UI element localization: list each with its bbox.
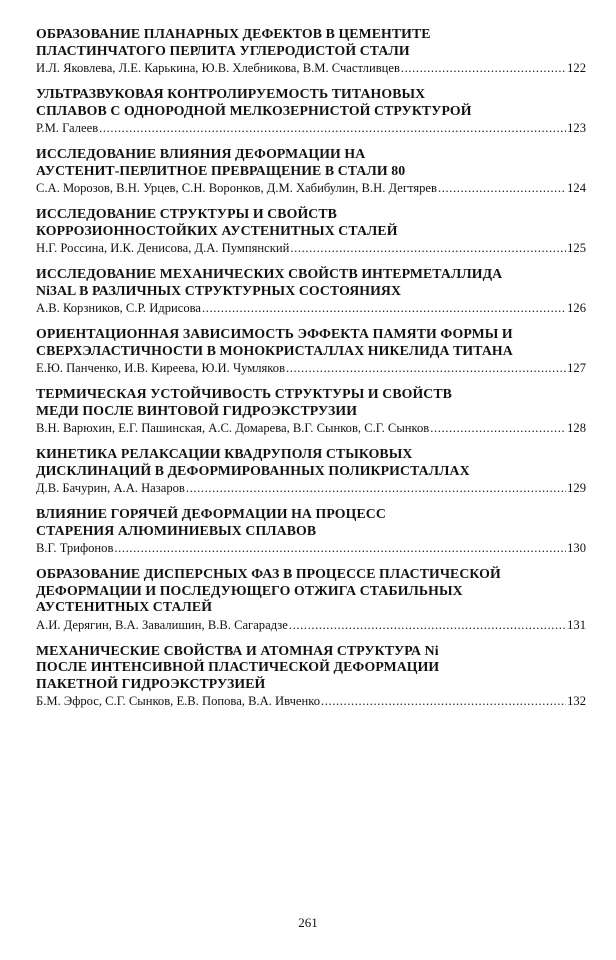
entry-page-number: 129 bbox=[567, 481, 586, 495]
entry-authors: С.А. Морозов, В.Н. Урцев, С.Н. Воронков, Д.М. Хабибулин, В.Н. Дегтярев bbox=[36, 181, 437, 195]
entry-title-line: СВЕРХЭЛАСТИЧНОСТИ В МОНОКРИСТАЛЛАХ НИКЕЛИДА ТИТАНА bbox=[36, 342, 513, 358]
dot-leader bbox=[321, 693, 566, 709]
entry-authors: Д.В. Бачурин, А.А. Назаров bbox=[36, 481, 185, 495]
entry-author-line bbox=[36, 420, 586, 436]
entry-title-line: ОРИЕНТАЦИОННАЯ ЗАВИСИМОСТЬ ЭФФЕКТА ПАМЯТИ ФОРМЫ И bbox=[36, 326, 513, 341]
toc-entry bbox=[36, 206, 586, 256]
dot-leader bbox=[114, 540, 566, 556]
entry-title-line: ТЕРМИЧЕСКАЯ УСТОЙЧИВОСТЬ СТРУКТУРЫ И СВОЙСТВ bbox=[36, 386, 452, 401]
table-of-contents bbox=[36, 26, 586, 719]
entry-title-line: ПОСЛЕ ИНТЕНСИВНОЙ ПЛАСТИЧЕСКОЙ ДЕФОРМАЦИИ bbox=[36, 659, 440, 674]
toc-entry bbox=[36, 26, 586, 76]
page-number: 261 bbox=[298, 915, 318, 930]
dot-leader bbox=[186, 480, 566, 496]
entry-page-number: 131 bbox=[567, 617, 586, 632]
entry-authors: И.Л. Яковлева, Л.Е. Карькина, Ю.В. Хлебникова, В.М. Счастливцев bbox=[36, 61, 400, 75]
entry-author-line bbox=[36, 480, 586, 496]
entry-authors: Б.М. Эфрос, С.Г. Сынков, Е.В. Попова, В.А. Ивченко bbox=[36, 694, 321, 708]
entry-authors: Р.М. Галеев bbox=[36, 121, 99, 135]
entry-title-line: ОБРАЗОВАНИЕ ПЛАНАРНЫХ ДЕФЕКТОВ В ЦЕМЕНТИТЕ bbox=[36, 26, 431, 41]
entry-title-line: Ni3AL В РАЗЛИЧНЫХ СТРУКТУРНЫХ СОСТОЯНИЯХ bbox=[36, 282, 402, 298]
entry-title-line: СПЛАВОВ С ОДНОРОДНОЙ МЕЛКОЗЕРНИСТОЙ СТРУКТУРОЙ bbox=[36, 102, 472, 118]
entry-page-number: 130 bbox=[567, 541, 586, 555]
dot-leader bbox=[438, 180, 566, 196]
dot-leader bbox=[401, 60, 566, 76]
entry-title-line: АУСТЕНИТНЫХ СТАЛЕЙ bbox=[36, 599, 213, 614]
entry-page-number: 127 bbox=[567, 361, 586, 375]
dot-leader bbox=[430, 420, 566, 436]
toc-entry bbox=[36, 566, 586, 633]
entry-page-number: 122 bbox=[567, 61, 586, 75]
entry-author-line bbox=[36, 240, 586, 256]
entry-title-line: ПАКЕТНОЙ ГИДРОЭКСТРУЗИЕЙ bbox=[36, 675, 266, 691]
entry-page-number: 126 bbox=[567, 301, 586, 315]
entry-title-line: КОРРОЗИОННОСТОЙКИХ АУСТЕНИТНЫХ СТАЛЕЙ bbox=[36, 222, 398, 238]
entry-authors: В.Г. Трифонов bbox=[36, 541, 114, 555]
dot-leader bbox=[202, 300, 566, 316]
dot-leader bbox=[289, 617, 566, 633]
entry-page-number: 128 bbox=[567, 421, 586, 435]
dot-leader bbox=[290, 240, 566, 256]
entry-title-line: МЕДИ ПОСЛЕ ВИНТОВОЙ ГИДРОЭКСТРУЗИИ bbox=[36, 402, 358, 418]
entry-authors: Н.Г. Россина, И.К. Денисова, Д.А. Пумпянский bbox=[36, 241, 290, 255]
entry-page-number: 132 bbox=[567, 694, 586, 708]
entry-author-line bbox=[36, 617, 586, 633]
entry-author-line bbox=[36, 693, 586, 709]
entry-title-line: ИССЛЕДОВАНИЕ СТРУКТУРЫ И СВОЙСТВ bbox=[36, 206, 337, 221]
entry-page-number: 124 bbox=[567, 181, 586, 195]
toc-entry bbox=[36, 266, 586, 316]
dot-leader bbox=[99, 120, 566, 136]
entry-title-line: МЕХАНИЧЕСКИЕ СВОЙСТВА И АТОМНАЯ СТРУКТУРА Ni bbox=[36, 642, 439, 658]
entry-title-line: ВЛИЯНИЕ ГОРЯЧЕЙ ДЕФОРМАЦИИ НА ПРОЦЕСС bbox=[36, 506, 386, 521]
entry-title-line: КИНЕТИКА РЕЛАКСАЦИИ КВАДРУПОЛЯ СТЫКОВЫХ bbox=[36, 446, 413, 461]
entry-author-line bbox=[36, 180, 586, 196]
entry-title-line: СТАРЕНИЯ АЛЮМИНИЕВЫХ СПЛАВОВ bbox=[36, 522, 317, 538]
entry-title-line: ДЕФОРМАЦИИ И ПОСЛЕДУЮЩЕГО ОТЖИГА СТАБИЛЬНЫХ bbox=[36, 582, 463, 598]
entry-authors: Е.Ю. Панченко, И.В. Киреева, Ю.И. Чумляков bbox=[36, 361, 286, 375]
toc-entry bbox=[36, 386, 586, 436]
toc-entry bbox=[36, 146, 586, 196]
dot-leader bbox=[286, 360, 566, 376]
entry-title-line: АУСТЕНИТ-ПЕРЛИТНОЕ ПРЕВРАЩЕНИЕ В СТАЛИ 80 bbox=[36, 162, 406, 178]
entry-page-number: 123 bbox=[567, 121, 586, 135]
toc-entry bbox=[36, 86, 586, 136]
entry-authors: А.И. Дерягин, В.А. Завалишин, В.В. Сагарадзе bbox=[36, 617, 288, 632]
toc-entry bbox=[36, 643, 586, 710]
entry-authors: В.Н. Варюхин, Е.Г. Пашинская, А.С. Домарева, В.Г. Сынков, С.Г. Сынков bbox=[36, 421, 430, 435]
entry-author-line bbox=[36, 120, 586, 136]
entry-title-line: ИССЛЕДОВАНИЕ МЕХАНИЧЕСКИХ СВОЙСТВ ИНТЕРМЕТАЛЛИДА bbox=[36, 266, 503, 281]
entry-title-line: УЛЬТРАЗВУКОВАЯ КОНТРОЛИРУЕМОСТЬ ТИТАНОВЫХ bbox=[36, 86, 426, 101]
entry-title-line: ПЛАСТИНЧАТОГО ПЕРЛИТА УГЛЕРОДИСТОЙ СТАЛИ bbox=[36, 42, 410, 58]
toc-entry bbox=[36, 326, 586, 376]
entry-title-line: ОБРАЗОВАНИЕ ДИСПЕРСНЫХ ФАЗ В ПРОЦЕССЕ ПЛАСТИЧЕСКОЙ bbox=[36, 566, 501, 581]
toc-entry bbox=[36, 446, 586, 496]
toc-entry bbox=[36, 506, 586, 556]
entry-author-line bbox=[36, 60, 586, 76]
entry-author-line bbox=[36, 360, 586, 376]
entry-title-line: ДИСКЛИНАЦИЙ В ДЕФОРМИРОВАННЫХ ПОЛИКРИСТАЛЛАХ bbox=[36, 462, 470, 478]
entry-title-line: ИССЛЕДОВАНИЕ ВЛИЯНИЯ ДЕФОРМАЦИИ НА bbox=[36, 146, 366, 161]
entry-authors: А.В. Корзников, С.Р. Идрисова bbox=[36, 301, 202, 315]
entry-author-line bbox=[36, 540, 586, 556]
entry-author-line bbox=[36, 300, 586, 316]
entry-page-number: 125 bbox=[567, 241, 586, 255]
